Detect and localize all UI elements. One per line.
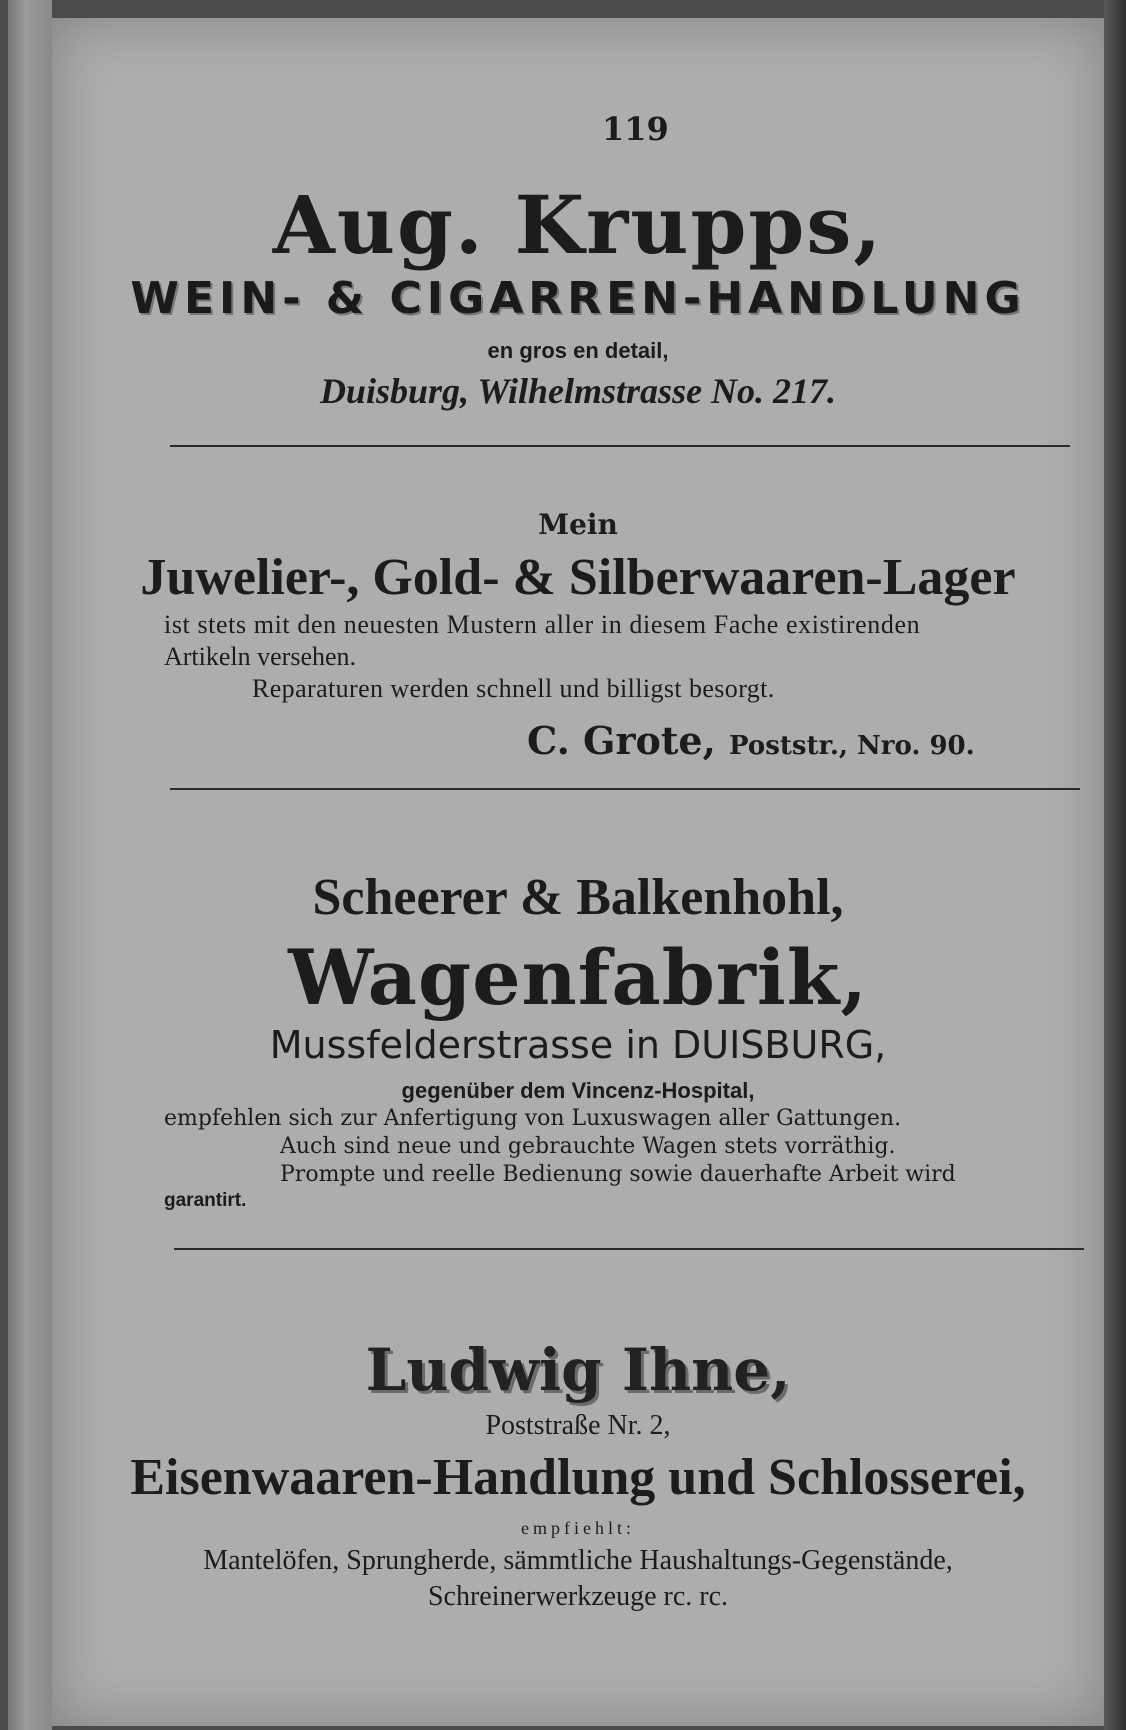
wagen-line-2: Auch sind neue und gebrauchte Wagen stets vorräthig. [280,1134,896,1159]
grote-line-3: Reparaturen werden schnell und billigst besorgt. [252,674,775,703]
page-edge-left [8,0,52,1730]
page-edge-right [1104,0,1126,1730]
divider [170,445,1070,447]
ihne-line-2: Schreinerwerkzeuge rc. rc. [427,1581,729,1612]
divider [170,788,1080,790]
grote-line-1: ist stets mit den neuesten Mustern aller in diesem Fache existirenden [164,610,921,639]
wagen-line-1: empfehlen sich zur Anfertigung von Luxuswagen aller Gattungen. [164,1106,902,1131]
wagen-business: Wagenfabrik, [288,933,868,1022]
ihne-line-1: Mantelöfen, Sprungherde, sämmtliche Haushaltungs-Gegenstände, [203,1545,953,1576]
krupps-trade: en gros en detail, [487,338,669,363]
wagen-line-3: Prompte und reelle Bedienung sowie dauerhafte Arbeit wird [280,1162,956,1187]
wagen-location: gegenüber dem Vincenz-Hospital, [401,1078,755,1103]
grote-intro: Mein [538,508,618,541]
document-page [52,18,1104,1726]
wagen-line-4: garantirt. [164,1190,247,1211]
grote-address: Poststr., Nro. 90. [729,731,975,761]
krupps-name: Aug. Krupps, [272,178,884,272]
grote-heading: Juwelier-, Gold- & Silberwaaren-Lager [140,549,1016,606]
wagen-firm: Scheerer & Balkenhohl, [312,869,844,926]
grote-line-2: Artikeln versehen. [164,642,357,671]
krupps-address: Duisburg, Wilhelmstrasse No. 217. [319,371,837,411]
wagen-address: Mussfelderstrasse in DUISBURG, [269,1023,887,1067]
ihne-name: Ludwig Ihne, [365,1336,791,1404]
grote-owner: C. Grote, [527,718,716,763]
krupps-business: WEIN- & CIGARREN-HANDLUNG [130,273,1026,324]
grote-signature [527,718,1067,763]
ihne-address: Poststraße Nr. 2, [485,1410,671,1441]
ihne-business: Eisenwaaren-Handlung und Schlosserei, [130,1449,1026,1506]
page-number: 119 [602,110,669,148]
ihne-recommends: empfiehlt: [521,1518,635,1538]
divider [174,1248,1084,1250]
